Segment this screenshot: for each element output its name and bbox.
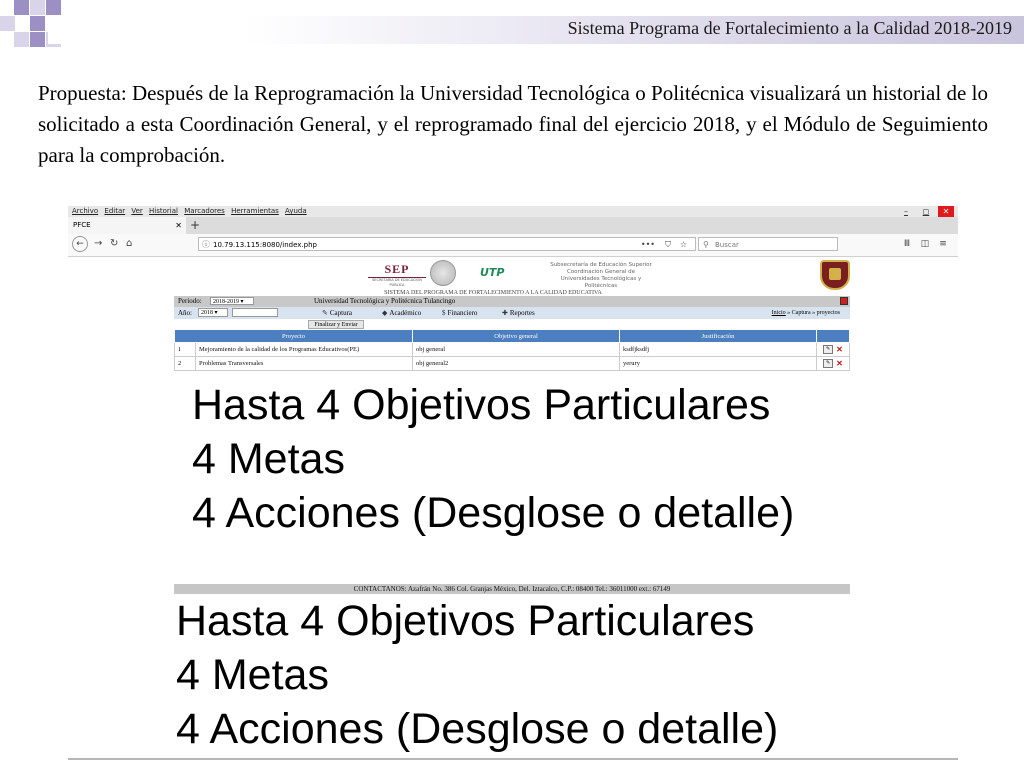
bookmark-star-icon[interactable]: ☆ xyxy=(679,240,687,249)
subsecretaria-text xyxy=(546,262,656,290)
university-name: Universidad Tecnológica y Politécnica Tulancingo xyxy=(314,297,456,305)
anio-select[interactable]: 2018 ▾ xyxy=(198,308,228,317)
header-justificacion: Justificación xyxy=(620,330,817,343)
decor-square xyxy=(14,0,29,15)
url-bar[interactable] xyxy=(198,237,696,251)
browser-menubar xyxy=(68,206,958,217)
menu-ver[interactable]: Ver xyxy=(131,207,143,215)
tab-bar xyxy=(68,217,958,234)
minimize-button[interactable]: – xyxy=(904,207,908,216)
projects-table xyxy=(174,329,850,371)
sep-logo-subtitle: SECRETARÍA DE EDUCACIÓN PÚBLICA xyxy=(372,278,422,287)
sep-logo-text: SEP xyxy=(368,262,426,278)
row-proyecto: Problemas Transversales xyxy=(196,357,413,371)
maximize-button[interactable]: ◻ xyxy=(922,207,930,216)
toolbar-right xyxy=(898,237,952,251)
sep-logo xyxy=(368,262,426,288)
reportes-icon: ✚ xyxy=(502,309,508,317)
delete-icon[interactable]: ✕ xyxy=(836,345,843,354)
breadcrumb-rest: » Captura » proyectos xyxy=(785,310,840,316)
menu-financiero[interactable] xyxy=(442,307,477,319)
row-actions xyxy=(817,357,850,371)
menu-herramientas[interactable]: Herramientas xyxy=(231,207,279,215)
periodo-select[interactable]: 2018-2019 ▾ xyxy=(210,297,254,305)
breadcrumb-inicio[interactable]: Inicio xyxy=(771,310,786,316)
url-text: 10.79.13.115:8080/index.php xyxy=(213,241,317,249)
menu-historial[interactable]: Historial xyxy=(149,207,178,215)
row-justificacion: ksdfjksdfj xyxy=(620,343,817,357)
header-objetivo: Objetivo general xyxy=(413,330,620,343)
header-proyecto: Proyecto xyxy=(175,330,413,343)
search-icon: ⚲ xyxy=(703,240,709,249)
row-justificacion: yerury xyxy=(620,357,817,371)
row-proyecto: Mejoramiento de la calidad de los Programas Educativos(PE) xyxy=(196,343,413,357)
secondary-select[interactable] xyxy=(232,308,278,317)
mexico-seal-icon xyxy=(430,260,456,286)
page-actions-icon[interactable]: ••• xyxy=(640,240,655,249)
decor-square xyxy=(14,32,29,47)
tab-close-icon[interactable]: ✕ xyxy=(175,221,182,230)
utp-logo: UTP xyxy=(480,266,505,279)
tab-label: PFCE xyxy=(73,221,91,229)
overlay-line: 4 Acciones (Desglose o detalle) xyxy=(176,705,779,753)
overlay-text-2 xyxy=(176,594,778,756)
back-icon[interactable]: ← xyxy=(72,236,88,252)
row-objetivo: obj general xyxy=(413,343,620,357)
menu-ayuda[interactable]: Ayuda xyxy=(285,207,307,215)
close-window-button[interactable]: ✕ xyxy=(938,206,954,217)
table-header-row xyxy=(175,330,850,343)
search-placeholder: Buscar xyxy=(715,241,739,249)
hamburger-menu-icon[interactable]: ≡ xyxy=(939,239,947,249)
delete-icon[interactable]: ✕ xyxy=(836,359,843,368)
menu-reportes-label: Reportes xyxy=(509,309,535,317)
pocket-icon[interactable]: ⛉ xyxy=(665,240,671,249)
sidebar-icon[interactable]: ◫ xyxy=(920,239,930,249)
decor-square xyxy=(30,16,45,31)
overlay-text-1 xyxy=(192,378,794,540)
overlay-line: Hasta 4 Objetivos Particulares xyxy=(192,381,771,429)
academico-icon: ◆ xyxy=(382,309,388,317)
edit-icon[interactable]: ✎ xyxy=(823,345,833,354)
menu-archivo[interactable]: Archivo xyxy=(72,207,99,215)
menu-marcadores[interactable]: Marcadores xyxy=(184,207,225,215)
menu-academico[interactable] xyxy=(382,307,421,319)
anio-label: Año: xyxy=(178,309,192,317)
subsecretaria-line: Subsecretaría de Educación Superior xyxy=(550,262,652,268)
captura-icon: ✎ xyxy=(322,309,328,317)
overlay-line: 4 Metas xyxy=(192,435,345,483)
library-icon[interactable]: Ⅲ xyxy=(903,239,911,249)
new-tab-button[interactable]: + xyxy=(190,218,201,232)
subsecretaria-line: Universidades Tecnológicas y Politécnicas xyxy=(560,276,642,289)
menu-captura[interactable] xyxy=(322,307,352,319)
slide-header-title: Sistema Programa de Fortalecimiento a la Calidad 2018-2019 xyxy=(567,18,1012,38)
info-icon[interactable]: ⓘ xyxy=(202,240,210,249)
window-controls xyxy=(894,206,954,217)
overlay-line: 4 Metas xyxy=(176,651,329,699)
row-number: 2 xyxy=(175,357,196,371)
menu-captura-label: Captura xyxy=(329,309,353,317)
decor-square xyxy=(30,32,45,47)
bottom-divider xyxy=(68,758,958,760)
forward-icon[interactable]: → xyxy=(94,238,103,249)
periodo-bar xyxy=(174,296,850,307)
home-icon[interactable]: ⌂ xyxy=(126,238,133,249)
search-input[interactable] xyxy=(698,237,838,251)
menu-academico-label: Académico xyxy=(389,309,422,317)
intro-paragraph: Propuesta: Después de la Reprogramación la Universidad Tecnológica o Politécnica visualizará un historial de lo solicitado a esta Coordinación General, y el reprogramado final del ejercicio 2018, y el Módulo de Seguimiento para la comprobación. xyxy=(38,81,988,167)
decor-square xyxy=(30,0,45,15)
periodo-value: 2018-2019 xyxy=(213,299,239,305)
anio-value: 2018 xyxy=(201,310,213,316)
contact-footer: CONTACTANOS: Azafrán No. 386 Col. Granjas México, Del. Iztacalco, C.P.: 08400 Tel.: 36011000 ext.: 67149 xyxy=(174,584,850,594)
menu-editar[interactable]: Editar xyxy=(104,207,126,215)
edit-icon[interactable]: ✎ xyxy=(823,359,833,368)
menu-reportes[interactable] xyxy=(502,307,535,319)
nav-toolbar xyxy=(68,234,958,257)
row-number: 1 xyxy=(175,343,196,357)
table-row xyxy=(175,357,850,371)
row-objetivo: obj general2 xyxy=(413,357,620,371)
sistema-title: SISTEMA DEL PROGRAMA DE FORTALECIMIENTO A LA CALIDAD EDUCATIVA xyxy=(384,290,602,296)
menu-financiero-label: Financiero xyxy=(447,309,478,317)
row-actions xyxy=(817,343,850,357)
nav-menu-bar xyxy=(174,307,850,319)
table-row xyxy=(175,343,850,357)
decor-square xyxy=(46,0,61,15)
overlay-line: 4 Acciones (Desglose o detalle) xyxy=(192,489,795,537)
finalizar-enviar-button[interactable]: Finalizar y Enviar xyxy=(308,320,364,329)
tab-pfce[interactable] xyxy=(68,217,186,234)
header-actions xyxy=(817,330,850,343)
periodo-label: Periodo: xyxy=(178,297,202,305)
decor-square xyxy=(0,16,15,31)
financiero-icon: $ xyxy=(442,309,446,317)
university-shield-icon xyxy=(820,260,850,290)
breadcrumb xyxy=(772,307,840,319)
reload-icon[interactable]: ↻ xyxy=(110,238,119,249)
subsecretaria-line: Coordinación General de xyxy=(566,269,636,275)
logout-icon[interactable] xyxy=(840,297,848,305)
overlay-line: Hasta 4 Objetivos Particulares xyxy=(176,597,755,645)
